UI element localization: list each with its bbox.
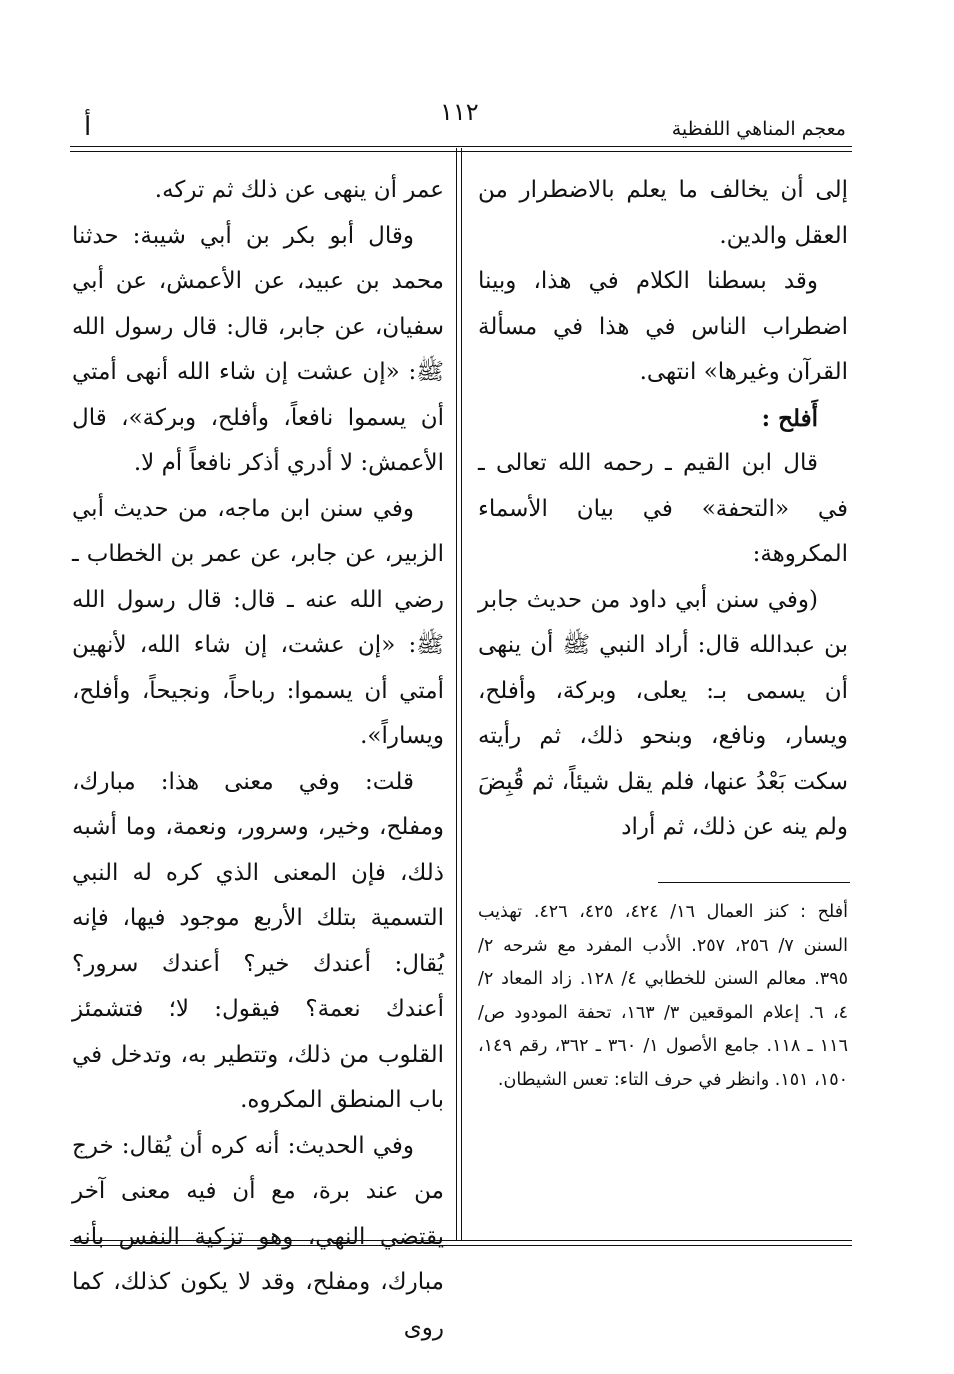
footnote	[478, 896, 848, 1097]
paragraph: (وفي سنن أبي داود من حديث جابر بن عبدالله قال: أراد النبي ﷺ أن ينهى أن يسمى بـ: يعلى، وبركة، وأفلح، ويسار، ونافع، وبنحو ذلك، ثم رأيته سكت بَعْدُ عنها، فلم يقل شيئاً، ثم قُبِضَ ولم ينه عن ذلك، ثم أراد	[478, 586, 848, 840]
paragraph: وقد بسطنا الكلام في هذا، وبينا اضطراب الناس في هذا في مسألة القرآن وغيرها» انتهى.	[478, 268, 848, 385]
entry-heading: أَفلح :	[761, 404, 818, 432]
footer-rule	[70, 1240, 852, 1241]
footer-rule-inner	[70, 1245, 852, 1246]
paragraph: قال ابن القيم ـ رحمه الله تعالى ـ في «التحفة» في بيان الأسماء المكروهة:	[478, 450, 848, 567]
page-number: ١١٢	[440, 98, 479, 126]
paragraph: وفي الحديث: أنه كره أن يُقال: خرج من عند برة، مع أن فيه معنى آخر يقتضي النهي، وهو تزكية النفس بأنه مبارك، ومفلح، وقد لا يكون كذلك، كما روى	[72, 1132, 444, 1341]
book-title: معجم المناهي اللفظية	[671, 118, 846, 140]
footnote-separator	[658, 882, 850, 883]
column-divider	[456, 148, 457, 1240]
section-letter: أ	[84, 112, 92, 142]
column-divider-inner	[461, 148, 462, 1240]
paragraph: قلت: وفي معنى هذا: مبارك، ومفلح، وخير، وسرور، ونعمة، وما أشبه ذلك، فإن المعنى الذي كره له النبي التسمية بتلك الأربع موجود فيها، فإنه يُقال: أعندك خير؟ أعندك سرور؟ أعندك نعمة؟ فيقول: لا؛ فتشمئز القلوب من ذلك، وتتطير به، وتدخل في باب المنطق المكروه.	[72, 768, 444, 1113]
paragraph: عمر أن ينهى عن ذلك ثم تركه.	[154, 177, 444, 203]
paragraph: وقال أبو بكر بن أبي شيبة: حدثنا محمد بن عبيد، عن الأعمش، عن أبي سفيان، عن جابر، قال: قال رسول الله ﷺ: «إن عشت إن شاء الله أنهى أمتي أن يسموا نافعاً، وأفلح، وبركة»، قال الأعمش: لا أدري أذكر نافعاً أم لا.	[72, 222, 444, 476]
right-column	[478, 168, 848, 851]
paragraph: إلى أن يخالف ما يعلم بالاضطرار من العقل والدين.	[478, 177, 848, 249]
paragraph: وفي سنن ابن ماجه، من حديث أبي الزبير، عن جابر، عن عمر بن الخطاب ـ رضي الله عنه ـ قال: قال رسول الله ﷺ: «إن عشت، إن شاء الله، لأنهين أمتي أن يسموا: رباحاً، ونجيحاً، وأفلح، ويساراً».	[72, 495, 444, 749]
left-column	[72, 168, 444, 1351]
footnote-text: أفلح : كنز العمال ١٦/ ٤٢٤، ٤٢٥، ٤٢٦. تهذيب السنن ٧/ ٢٥٦، ٢٥٧. الأدب المفرد مع شرحه ٢/ ٣٩٥. معالم السنن للخطابي ٤/ ١٢٨. زاد المعاد ٢/ ٤، ٦. إعلام الموقعين ٣/ ١٦٣، تحفة المودود ص/ ١١٦ ـ ١١٨. جامع الأصول ١/ ٣٦٠ ـ ٣٦٢، رقم ١٤٩، ١٥٠، ١٥١. وانظر في حرف التاء: تعس الشيطان.	[478, 902, 849, 1090]
header-rule	[70, 146, 852, 147]
